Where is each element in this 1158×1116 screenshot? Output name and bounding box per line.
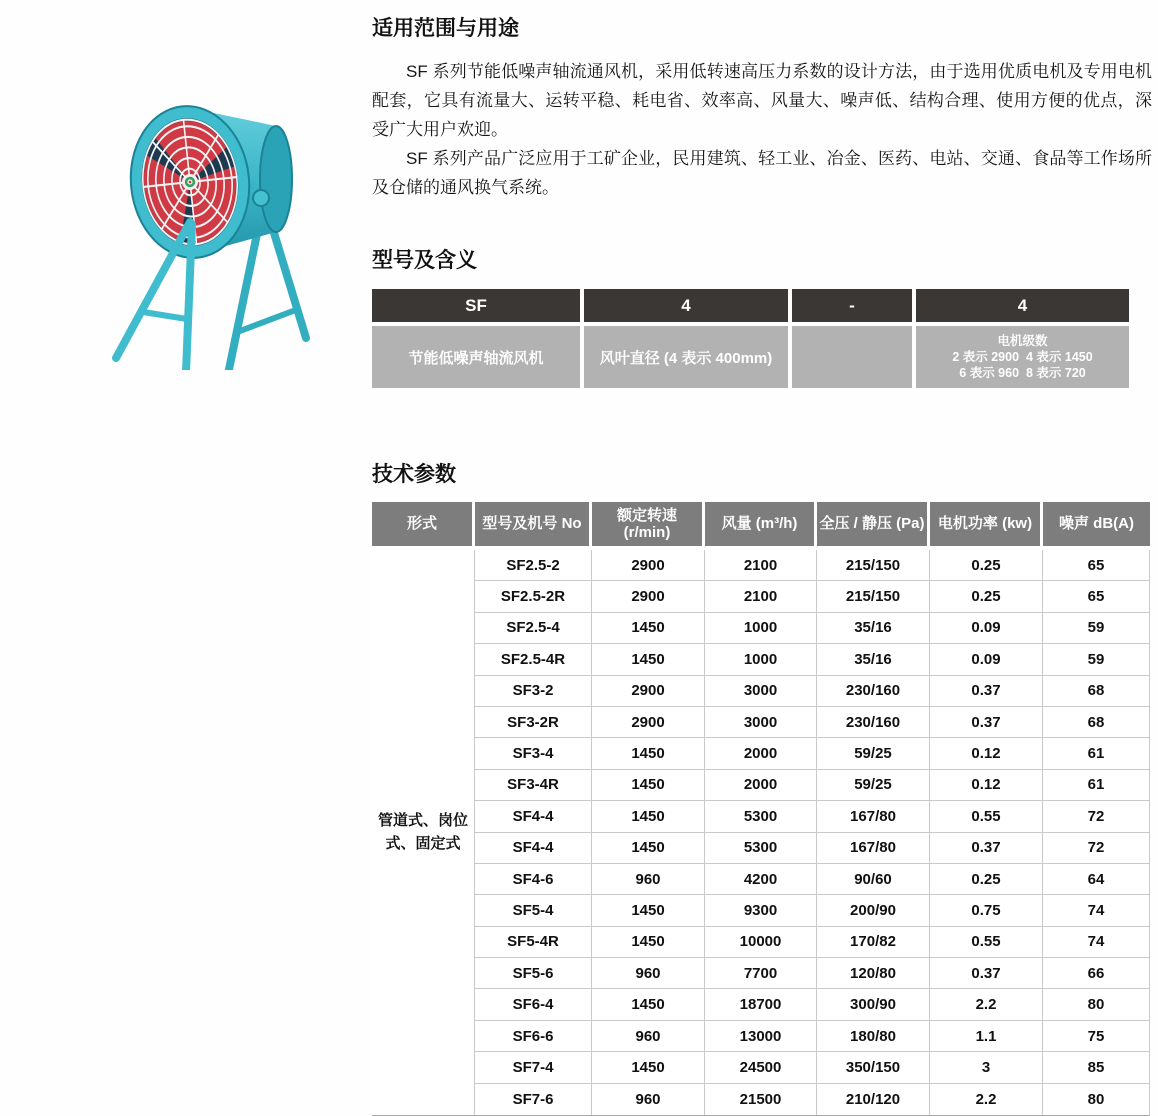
tech-cell-flow: 1000 — [705, 644, 817, 675]
tech-cell-power: 0.09 — [930, 613, 1043, 644]
tech-cell-flow: 10000 — [705, 927, 817, 958]
tech-cell-noise: 59 — [1043, 613, 1150, 644]
tech-heading: 技术参数 — [372, 463, 456, 486]
tech-col-header-form: 形式 — [372, 502, 475, 550]
tech-cell-speed: 1450 — [592, 895, 705, 926]
tech-cell-pressure: 350/150 — [817, 1052, 930, 1083]
tech-cell-power: 2.2 — [930, 989, 1043, 1020]
model-code-cell-poles: 4 — [916, 289, 1129, 322]
tech-cell-flow: 2000 — [705, 738, 817, 769]
tech-cell-noise: 65 — [1043, 581, 1150, 612]
tech-cell-flow: 21500 — [705, 1084, 817, 1115]
tech-cell-speed: 2900 — [592, 550, 705, 581]
tech-cell-power: 0.25 — [930, 550, 1043, 581]
tech-cell-flow: 9300 — [705, 895, 817, 926]
tech-cell-power: 0.25 — [930, 581, 1043, 612]
tech-cell-model: SF3-2R — [475, 707, 592, 738]
tech-cell-pressure: 120/80 — [817, 958, 930, 989]
tech-cell-model: SF6-6 — [475, 1021, 592, 1052]
tech-cell-noise: 80 — [1043, 1084, 1150, 1115]
tech-cell-speed: 1450 — [592, 801, 705, 832]
tech-cell-flow: 2100 — [705, 550, 817, 581]
model-code-cell-series: SF — [372, 289, 580, 322]
tech-cell-power: 2.2 — [930, 1084, 1043, 1115]
tech-cell-flow: 5300 — [705, 833, 817, 864]
tech-cell-pressure: 180/80 — [817, 1021, 930, 1052]
tech-cell-noise: 61 — [1043, 770, 1150, 801]
fan-stand-front — [116, 222, 192, 370]
tech-cell-model: SF4-4 — [475, 801, 592, 832]
model-code-cell-dash: - — [792, 289, 912, 322]
tech-cell-noise: 64 — [1043, 864, 1150, 895]
tech-cell-pressure: 167/80 — [817, 801, 930, 832]
tech-cell-speed: 1450 — [592, 613, 705, 644]
tech-col-header-speed: 额定转速 (r/min) — [592, 502, 705, 550]
model-meaning-cell-motor-poles — [916, 326, 1129, 388]
tech-cell-speed: 1450 — [592, 738, 705, 769]
tech-cell-flow: 5300 — [705, 801, 817, 832]
tech-cell-pressure: 170/82 — [817, 927, 930, 958]
intro-heading: 适用范围与用途 — [372, 17, 519, 40]
tech-cell-speed: 1450 — [592, 1052, 705, 1083]
tech-cell-power: 0.75 — [930, 895, 1043, 926]
tech-cell-flow: 7700 — [705, 958, 817, 989]
tech-cell-noise: 80 — [1043, 989, 1150, 1020]
tech-cell-power: 0.55 — [930, 801, 1043, 832]
model-code-table — [372, 289, 1125, 388]
tech-cell-model: SF2.5-2 — [475, 550, 592, 581]
tech-cell-pressure: 300/90 — [817, 989, 930, 1020]
tech-cell-noise: 72 — [1043, 833, 1150, 864]
tech-cell-pressure: 59/25 — [817, 738, 930, 769]
tech-cell-model: SF5-4R — [475, 927, 592, 958]
model-code-cell-diameter: 4 — [584, 289, 788, 322]
tech-cell-speed: 2900 — [592, 676, 705, 707]
tech-form-type-cell: 管道式、岗位式、固定式 — [372, 550, 475, 1115]
tech-col-header-model: 型号及机号 No — [475, 502, 592, 550]
tech-cell-pressure: 230/160 — [817, 707, 930, 738]
tech-cell-pressure: 35/16 — [817, 644, 930, 675]
tech-cell-noise: 61 — [1043, 738, 1150, 769]
tech-cell-noise: 66 — [1043, 958, 1150, 989]
tech-cell-speed: 1450 — [592, 927, 705, 958]
tech-col-header-power: 电机功率 (kw) — [930, 502, 1043, 550]
motor-poles-line2: 2 表示 2900 4 表示 1450 — [952, 349, 1093, 364]
tech-cell-speed: 1450 — [592, 989, 705, 1020]
tech-cell-noise: 74 — [1043, 927, 1150, 958]
tech-cell-pressure: 215/150 — [817, 550, 930, 581]
tech-col-header-noise: 噪声 dB(A) — [1043, 502, 1150, 550]
tech-cell-speed: 960 — [592, 1021, 705, 1052]
tech-cell-flow: 2100 — [705, 581, 817, 612]
tech-cell-flow: 18700 — [705, 989, 817, 1020]
tech-cell-power: 0.37 — [930, 833, 1043, 864]
tech-cell-model: SF4-6 — [475, 864, 592, 895]
tech-cell-model: SF2.5-2R — [475, 581, 592, 612]
tech-cell-power: 0.09 — [930, 644, 1043, 675]
tech-cell-power: 0.12 — [930, 738, 1043, 769]
tech-cell-power: 0.37 — [930, 958, 1043, 989]
tech-cell-speed: 2900 — [592, 581, 705, 612]
tech-cell-model: SF4-4 — [475, 833, 592, 864]
tech-col-header-pressure: 全压 / 静压 (Pa) — [817, 502, 930, 550]
tech-cell-power: 0.12 — [930, 770, 1043, 801]
tech-cell-flow: 3000 — [705, 676, 817, 707]
tech-cell-speed: 960 — [592, 958, 705, 989]
tech-cell-speed: 2900 — [592, 707, 705, 738]
tech-cell-power: 0.37 — [930, 707, 1043, 738]
tech-cell-power: 0.55 — [930, 927, 1043, 958]
tech-cell-noise: 68 — [1043, 707, 1150, 738]
tech-cell-model: SF3-4R — [475, 770, 592, 801]
tech-cell-model: SF7-6 — [475, 1084, 592, 1115]
tech-cell-pressure: 59/25 — [817, 770, 930, 801]
model-meaning-cell-series: 节能低噪声轴流风机 — [372, 326, 580, 388]
tech-cell-noise: 75 — [1043, 1021, 1150, 1052]
tech-cell-model: SF6-4 — [475, 989, 592, 1020]
intro-paragraph-2: SF 系列产品广泛应用于工矿企业，民用建筑、轻工业、冶金、医药、电站、交通、食品等工作场所及仓储的通风换气系统。 — [372, 149, 1152, 197]
tech-cell-model: SF2.5-4 — [475, 613, 592, 644]
tech-cell-power: 1.1 — [930, 1021, 1043, 1052]
intro-paragraph-1: SF 系列节能低噪声轴流通风机，采用低转速高压力系数的设计方法，由于选用优质电机及专用电机配套，它具有流量大、运转平稳、耗电省、效率高、风量大、噪声低、结构合理、使用方便的优点，深受广大用户欢迎。 — [372, 62, 1152, 139]
tech-cell-flow: 24500 — [705, 1052, 817, 1083]
model-meaning-cell-empty — [792, 326, 912, 388]
tech-cell-speed: 1450 — [592, 833, 705, 864]
tech-cell-model: SF2.5-4R — [475, 644, 592, 675]
tech-cell-pressure: 167/80 — [817, 833, 930, 864]
tech-cell-power: 0.37 — [930, 676, 1043, 707]
tech-cell-model: SF3-2 — [475, 676, 592, 707]
motor-poles-title: 电机级数 — [997, 333, 1048, 348]
tech-cell-speed: 1450 — [592, 770, 705, 801]
tech-cell-flow: 1000 — [705, 613, 817, 644]
tech-cell-speed: 1450 — [592, 644, 705, 675]
fan-pivot-bolt — [253, 190, 269, 206]
tech-cell-speed: 960 — [592, 1084, 705, 1115]
tech-cell-flow: 2000 — [705, 770, 817, 801]
tech-cell-flow: 3000 — [705, 707, 817, 738]
model-meaning-cell-diameter: 风叶直径 (4 表示 400mm) — [584, 326, 788, 388]
content-column — [372, 0, 1152, 1116]
tech-cell-flow: 13000 — [705, 1021, 817, 1052]
tech-cell-model: SF7-4 — [475, 1052, 592, 1083]
tech-cell-pressure: 90/60 — [817, 864, 930, 895]
fan-product-image — [40, 40, 360, 370]
fan-photo-svg — [40, 40, 360, 370]
tech-cell-power: 3 — [930, 1052, 1043, 1083]
tech-cell-pressure: 35/16 — [817, 613, 930, 644]
model-heading: 型号及含义 — [372, 249, 477, 272]
tech-cell-pressure: 215/150 — [817, 581, 930, 612]
tech-cell-noise: 59 — [1043, 644, 1150, 675]
tech-cell-model: SF3-4 — [475, 738, 592, 769]
tech-cell-pressure: 230/160 — [817, 676, 930, 707]
tech-cell-noise: 74 — [1043, 895, 1150, 926]
tech-cell-power: 0.25 — [930, 864, 1043, 895]
motor-poles-line3: 6 表示 960 8 表示 720 — [959, 366, 1086, 381]
tech-cell-noise: 65 — [1043, 550, 1150, 581]
tech-cell-model: SF5-4 — [475, 895, 592, 926]
tech-cell-pressure: 210/120 — [817, 1084, 930, 1115]
tech-col-header-flow: 风量 (m³/h) — [705, 502, 817, 550]
tech-cell-pressure: 200/90 — [817, 895, 930, 926]
tech-cell-speed: 960 — [592, 864, 705, 895]
tech-cell-flow: 4200 — [705, 864, 817, 895]
tech-cell-noise: 68 — [1043, 676, 1150, 707]
tech-cell-noise: 72 — [1043, 801, 1150, 832]
tech-params-table — [372, 502, 1150, 1116]
tech-cell-noise: 85 — [1043, 1052, 1150, 1083]
tech-cell-model: SF5-6 — [475, 958, 592, 989]
